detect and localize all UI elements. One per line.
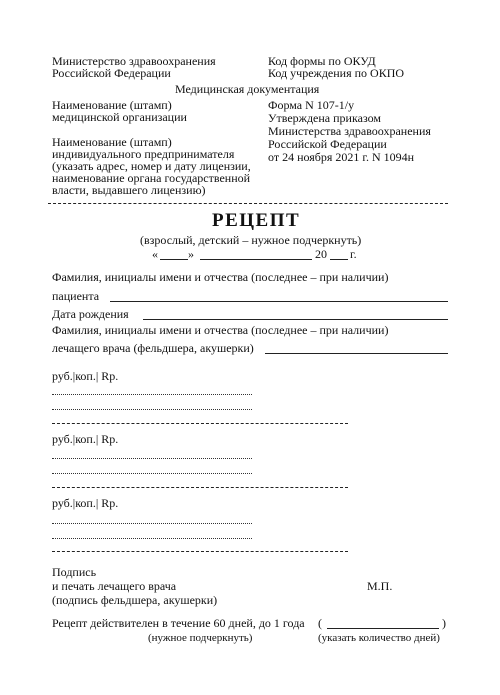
rx-divider (52, 423, 348, 424)
ip-stamp-line3: (указать адрес, номер и дату лицензии, (52, 159, 251, 173)
rx-divider (52, 551, 348, 552)
ip-stamp-line1: Наименование (штамп) (52, 135, 172, 149)
ministry-line2: Российской Федерации (52, 66, 171, 80)
rx-line[interactable] (52, 409, 252, 410)
rx-line[interactable] (52, 523, 252, 524)
rx-line[interactable] (52, 394, 252, 395)
dob-field[interactable] (143, 319, 448, 320)
date-year-field[interactable] (330, 259, 348, 260)
dob-label: Дата рождения (52, 307, 129, 321)
page-title: РЕЦЕПТ (212, 210, 301, 231)
doctor-name-field[interactable] (265, 353, 448, 354)
ip-stamp-line5: власти, выдавшего лицензию) (52, 183, 206, 197)
patient-name-label: Фамилия, инициалы имени и отчества (последнее – при наличии) (52, 270, 389, 284)
rx-line[interactable] (52, 538, 252, 539)
signature-doctor-label: и печать лечащего врача (52, 579, 177, 593)
quantity-hint: (указать количество дней) (318, 632, 440, 644)
date-quote-open: « (152, 247, 158, 261)
ip-stamp-line4: наименование органа государственной (52, 171, 251, 185)
doctor-name-label: Фамилия, инициалы имени и отчества (последнее – при наличии) (52, 323, 389, 337)
form-country: Российской Федерации (268, 137, 387, 151)
ministry-line1: Министерство здравоохранения (52, 54, 216, 68)
date-month-field[interactable] (200, 259, 312, 260)
ip-stamp-line2: индивидуального предпринимателя (52, 147, 235, 161)
org-stamp-line1: Наименование (штамп) (52, 98, 172, 112)
date-day-field[interactable] (160, 259, 188, 260)
date-quote-close: » (188, 247, 194, 261)
rx-line[interactable] (52, 458, 252, 459)
validity-days-field[interactable] (327, 628, 439, 629)
date-year-prefix: 20 (315, 247, 327, 261)
rx-label: руб.|коп.| Rp. (52, 432, 119, 446)
signature-label: Подпись (52, 565, 97, 579)
signature-feldsher-label: (подпись фельдшера, акушерки) (52, 593, 218, 607)
form-ministry: Министерства здравоохранения (268, 124, 431, 138)
rx-label: руб.|коп.| Rp. (52, 496, 119, 510)
date-year-suffix: г. (350, 247, 357, 261)
header-divider (48, 203, 448, 204)
med-docs-label: Медицинская документация (175, 82, 320, 96)
form-approved: Утверждена приказом (268, 111, 381, 125)
stamp-place-label: М.П. (367, 579, 393, 593)
rx-line[interactable] (52, 473, 252, 474)
validity-paren-close: ) (442, 616, 446, 630)
form-order-date: от 24 ноября 2021 г. N 1094н (268, 150, 415, 164)
validity-text: Рецепт действителен в течение 60 дней, до 1 года (52, 616, 305, 630)
form-number: Форма N 107-1/у (268, 98, 355, 112)
rx-label: руб.|коп.| Rp. (52, 369, 119, 383)
patient-name-field[interactable] (110, 301, 448, 302)
okud-label: Код формы по ОКУД (268, 54, 376, 68)
patient-label: пациента (52, 289, 100, 303)
title-subtitle: (взрослый, детский – нужное подчеркнуть) (140, 233, 362, 247)
rx-divider (52, 487, 348, 488)
org-stamp-line2: медицинской организации (52, 110, 187, 124)
validity-paren-open: ( (318, 616, 322, 630)
okpo-label: Код учреждения по ОКПО (268, 66, 405, 80)
doctor-label: лечащего врача (фельдшера, акушерки) (52, 341, 254, 355)
underline-hint: (нужное подчеркнуть) (148, 632, 253, 644)
